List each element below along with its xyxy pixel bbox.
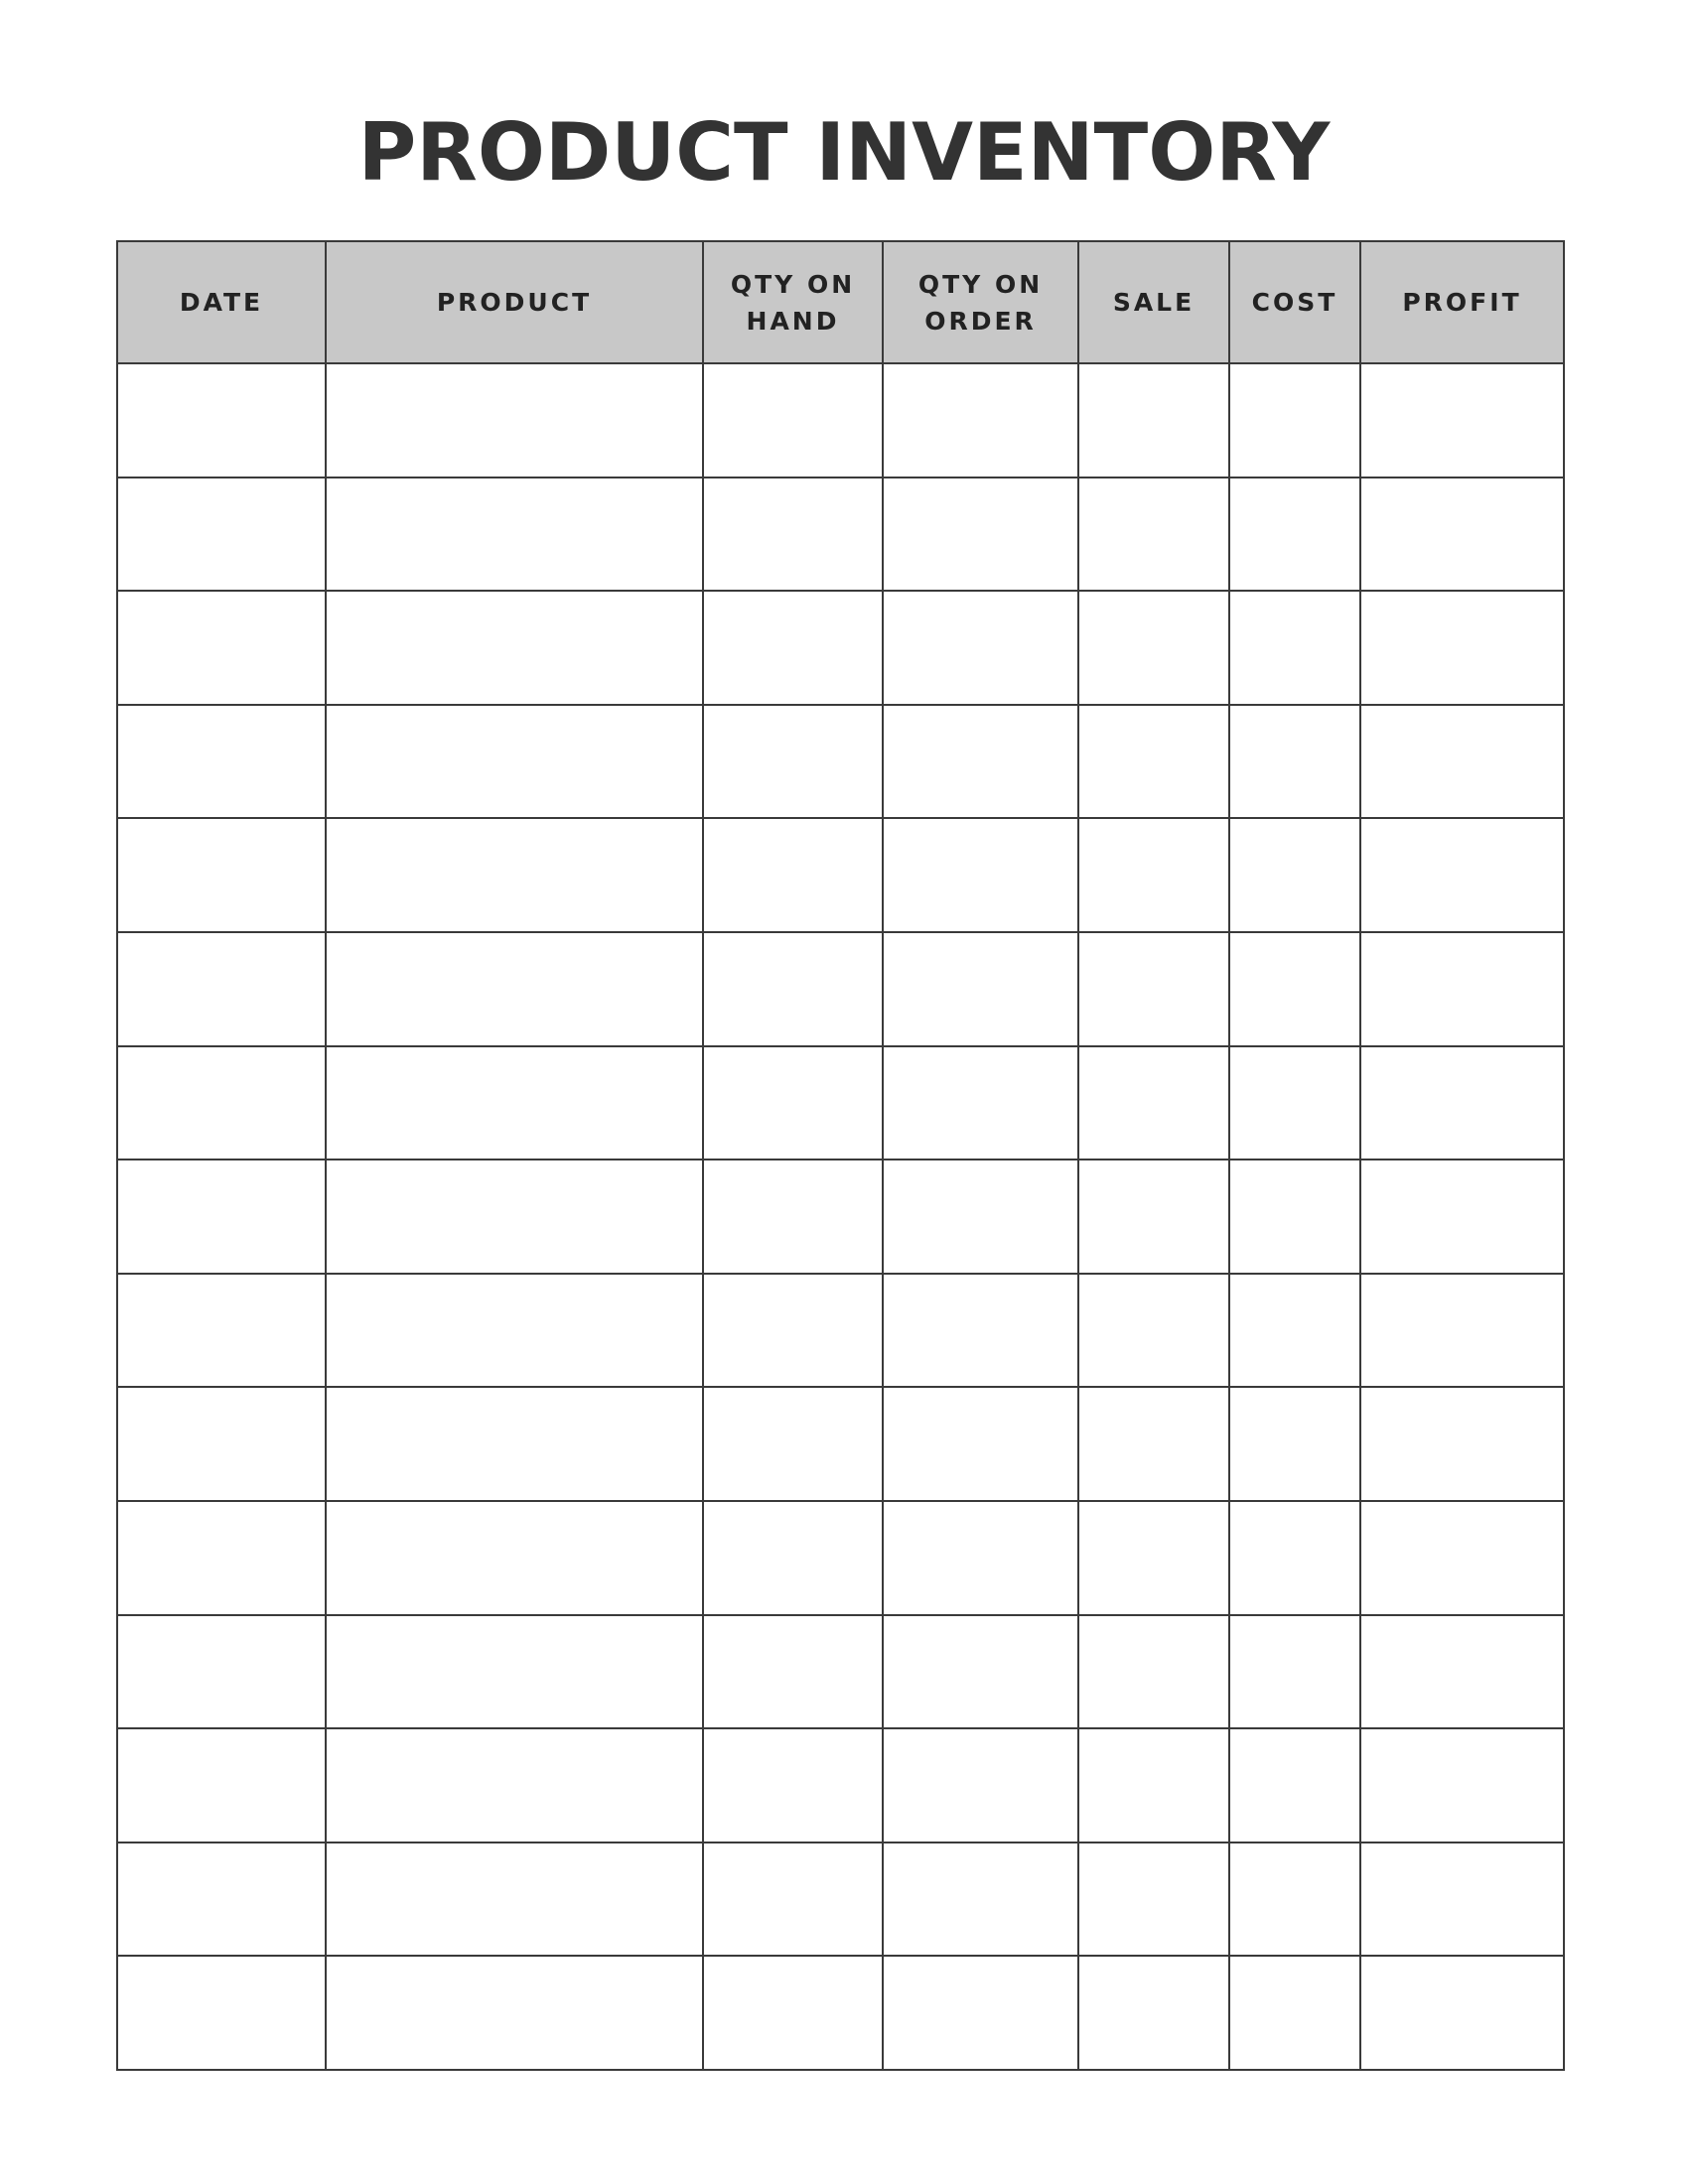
- table-row: [117, 1387, 1564, 1501]
- cell-product[interactable]: [326, 705, 703, 819]
- cell-cost[interactable]: [1229, 932, 1360, 1046]
- table-row: [117, 363, 1564, 478]
- cell-qty-on-order[interactable]: [883, 932, 1078, 1046]
- cell-date[interactable]: [117, 1160, 326, 1274]
- cell-product[interactable]: [326, 1046, 703, 1160]
- cell-qty-on-order[interactable]: [883, 1501, 1078, 1615]
- cell-qty-on-order[interactable]: [883, 1956, 1078, 2070]
- cell-qty-on-hand[interactable]: [703, 591, 883, 705]
- cell-sale[interactable]: [1078, 932, 1229, 1046]
- column-header-date: DATE: [117, 241, 326, 363]
- cell-date[interactable]: [117, 818, 326, 932]
- cell-qty-on-order[interactable]: [883, 1387, 1078, 1501]
- page-title: PRODUCT INVENTORY: [357, 106, 1331, 199]
- cell-cost[interactable]: [1229, 1615, 1360, 1729]
- cell-product[interactable]: [326, 1843, 703, 1957]
- cell-sale[interactable]: [1078, 1728, 1229, 1843]
- cell-profit[interactable]: [1360, 1956, 1564, 2070]
- cell-date[interactable]: [117, 1843, 326, 1957]
- cell-cost[interactable]: [1229, 478, 1360, 592]
- cell-profit[interactable]: [1360, 1615, 1564, 1729]
- cell-product[interactable]: [326, 363, 703, 478]
- cell-cost[interactable]: [1229, 1274, 1360, 1388]
- table-row: [117, 1046, 1564, 1160]
- table-header: [117, 241, 1564, 363]
- table-row: [117, 1615, 1564, 1729]
- cell-qty-on-hand[interactable]: [703, 363, 883, 478]
- cell-qty-on-order[interactable]: [883, 1274, 1078, 1388]
- table-row: [117, 705, 1564, 819]
- cell-date[interactable]: [117, 1728, 326, 1843]
- cell-profit[interactable]: [1360, 1728, 1564, 1843]
- cell-cost[interactable]: [1229, 1046, 1360, 1160]
- cell-cost[interactable]: [1229, 818, 1360, 932]
- cell-qty-on-hand[interactable]: [703, 1160, 883, 1274]
- cell-product[interactable]: [326, 1615, 703, 1729]
- cell-qty-on-order[interactable]: [883, 1046, 1078, 1160]
- cell-date[interactable]: [117, 591, 326, 705]
- cell-sale[interactable]: [1078, 1274, 1229, 1388]
- cell-qty-on-order[interactable]: [883, 363, 1078, 478]
- column-header-product: PRODUCT: [326, 241, 703, 363]
- header-row: [117, 241, 1564, 363]
- cell-qty-on-hand[interactable]: [703, 1615, 883, 1729]
- cell-cost[interactable]: [1229, 1956, 1360, 2070]
- cell-profit[interactable]: [1360, 818, 1564, 932]
- table-row: [117, 1501, 1564, 1615]
- cell-profit[interactable]: [1360, 478, 1564, 592]
- cell-qty-on-hand[interactable]: [703, 1046, 883, 1160]
- cell-product[interactable]: [326, 818, 703, 932]
- cell-qty-on-hand[interactable]: [703, 705, 883, 819]
- table-row: [117, 932, 1564, 1046]
- cell-cost[interactable]: [1229, 1501, 1360, 1615]
- column-header-sale: SALE: [1078, 241, 1229, 363]
- cell-cost[interactable]: [1229, 363, 1360, 478]
- table-row: [117, 1728, 1564, 1843]
- cell-qty-on-order[interactable]: [883, 1160, 1078, 1274]
- cell-sale[interactable]: [1078, 818, 1229, 932]
- cell-product[interactable]: [326, 1274, 703, 1388]
- cell-date[interactable]: [117, 1046, 326, 1160]
- cell-sale[interactable]: [1078, 478, 1229, 592]
- cell-product[interactable]: [326, 1728, 703, 1843]
- cell-product[interactable]: [326, 932, 703, 1046]
- cell-cost[interactable]: [1229, 1843, 1360, 1957]
- cell-date[interactable]: [117, 478, 326, 592]
- cell-sale[interactable]: [1078, 1843, 1229, 1957]
- cell-sale[interactable]: [1078, 1387, 1229, 1501]
- cell-qty-on-hand[interactable]: [703, 818, 883, 932]
- cell-profit[interactable]: [1360, 1274, 1564, 1388]
- cell-profit[interactable]: [1360, 1843, 1564, 1957]
- column-header-qty-on-order: QTY ON ORDER: [883, 241, 1078, 363]
- cell-sale[interactable]: [1078, 1615, 1229, 1729]
- cell-product[interactable]: [326, 478, 703, 592]
- cell-date[interactable]: [117, 1387, 326, 1501]
- cell-product[interactable]: [326, 1501, 703, 1615]
- cell-qty-on-hand[interactable]: [703, 1501, 883, 1615]
- cell-date[interactable]: [117, 1501, 326, 1615]
- cell-sale[interactable]: [1078, 1956, 1229, 2070]
- table-row: [117, 818, 1564, 932]
- cell-qty-on-order[interactable]: [883, 705, 1078, 819]
- cell-cost[interactable]: [1229, 1728, 1360, 1843]
- cell-cost[interactable]: [1229, 705, 1360, 819]
- cell-qty-on-order[interactable]: [883, 1843, 1078, 1957]
- cell-profit[interactable]: [1360, 363, 1564, 478]
- cell-profit[interactable]: [1360, 591, 1564, 705]
- cell-qty-on-hand[interactable]: [703, 932, 883, 1046]
- cell-qty-on-hand[interactable]: [703, 1274, 883, 1388]
- inventory-table: [116, 240, 1565, 2071]
- cell-date[interactable]: [117, 932, 326, 1046]
- cell-profit[interactable]: [1360, 1160, 1564, 1274]
- cell-profit[interactable]: [1360, 705, 1564, 819]
- cell-qty-on-hand[interactable]: [703, 1387, 883, 1501]
- table-body: [117, 363, 1564, 2070]
- table-row: [117, 591, 1564, 705]
- table-row: [117, 478, 1564, 592]
- cell-cost[interactable]: [1229, 591, 1360, 705]
- cell-product[interactable]: [326, 1160, 703, 1274]
- cell-qty-on-order[interactable]: [883, 818, 1078, 932]
- cell-cost[interactable]: [1229, 1160, 1360, 1274]
- cell-profit[interactable]: [1360, 1046, 1564, 1160]
- column-header-profit: PROFIT: [1360, 241, 1564, 363]
- table-row: [117, 1956, 1564, 2070]
- cell-qty-on-order[interactable]: [883, 591, 1078, 705]
- cell-sale[interactable]: [1078, 1046, 1229, 1160]
- cell-qty-on-order[interactable]: [883, 1615, 1078, 1729]
- cell-qty-on-order[interactable]: [883, 478, 1078, 592]
- cell-cost[interactable]: [1229, 1387, 1360, 1501]
- cell-date[interactable]: [117, 705, 326, 819]
- cell-qty-on-hand[interactable]: [703, 1843, 883, 1957]
- cell-sale[interactable]: [1078, 705, 1229, 819]
- cell-date[interactable]: [117, 1956, 326, 2070]
- cell-sale[interactable]: [1078, 591, 1229, 705]
- table-row: [117, 1274, 1564, 1388]
- cell-date[interactable]: [117, 1274, 326, 1388]
- cell-qty-on-hand[interactable]: [703, 1956, 883, 2070]
- cell-sale[interactable]: [1078, 1501, 1229, 1615]
- cell-date[interactable]: [117, 363, 326, 478]
- cell-qty-on-hand[interactable]: [703, 478, 883, 592]
- cell-sale[interactable]: [1078, 1160, 1229, 1274]
- cell-qty-on-order[interactable]: [883, 1728, 1078, 1843]
- table-row: [117, 1843, 1564, 1957]
- cell-date[interactable]: [117, 1615, 326, 1729]
- cell-profit[interactable]: [1360, 1501, 1564, 1615]
- cell-product[interactable]: [326, 591, 703, 705]
- table-row: [117, 1160, 1564, 1274]
- cell-qty-on-hand[interactable]: [703, 1728, 883, 1843]
- cell-profit[interactable]: [1360, 932, 1564, 1046]
- cell-sale[interactable]: [1078, 363, 1229, 478]
- column-header-cost: COST: [1229, 241, 1360, 363]
- cell-profit[interactable]: [1360, 1387, 1564, 1501]
- cell-product[interactable]: [326, 1956, 703, 2070]
- column-header-qty-on-hand: QTY ON HAND: [703, 241, 883, 363]
- cell-product[interactable]: [326, 1387, 703, 1501]
